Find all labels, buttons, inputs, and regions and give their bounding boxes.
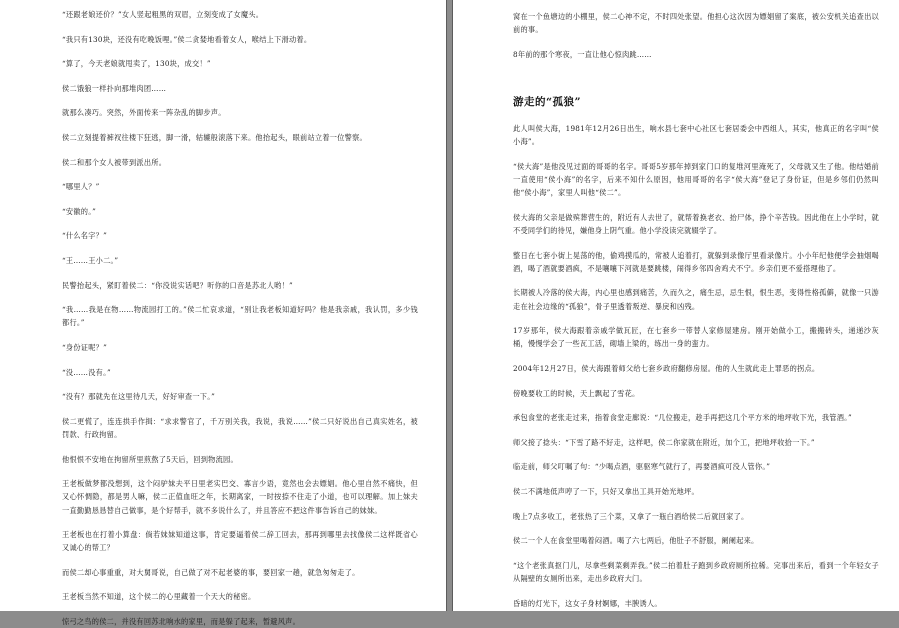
section-title: 游走的“孤狼” [513, 96, 582, 108]
left-paragraph: 王老板也在打着小算盘：倘若妹妹知道这事，肯定要逼着侯二辞工回去，那再到哪里去找像侯二这样既省心又诚心的帮工？ [62, 530, 418, 553]
left-paragraph: “我……我是在物……物流园打工的。”侯二忙哀求道，“别让我老板知道好吗？他是我亲戚，我认罚，多少钱都行。” [62, 305, 418, 328]
right-paragraph: 侯二一个人在食堂里喝着闷酒。喝了六七两后，他肚子不舒服，阑阑起来。 [513, 536, 759, 546]
left-paragraph: “我只有130块，还没有吃晚饭哩。”侯二贪婪地看着女人，喉结上下滑动着。 [62, 34, 312, 44]
left-paragraph: 侯二更慌了，连连拱手作揖：“求求警官了，千万别关我，我说，我说……”侯二只好说出自己真实姓名，被罚款、行政拘留。 [62, 416, 418, 439]
left-paragraph: 就那么凑巧。突然，外面传来一阵杂乱的脚步声。 [62, 108, 226, 118]
page-gutter-left [446, 0, 447, 611]
right-paragraph: 昏暗的灯光下，这女子身材婀娜，丰腴诱人。 [513, 598, 662, 608]
left-paragraph: “身份证呢？” [62, 342, 108, 352]
right-paragraph: 17岁那年，侯大海跟着亲戚学做瓦匠，在七套乡一带替人家修屋建房。刚开始做小工，搬搬砖头，递递沙灰桶，慢慢学会了一些瓦工活，砌墙上梁的，练出一身的蛮力。 [513, 326, 879, 349]
left-paragraph: “没有？那就先在这里待几天，好好审查一下。” [62, 392, 216, 402]
left-paragraph: “什么名字？” [62, 231, 108, 241]
left-paragraph: 侯二和那个女人被带到派出所。 [62, 157, 167, 167]
left-paragraph: 惊弓之鸟的侯二，并没有回苏北响水的家里，而是躲了起来，暂避风声。 [62, 617, 301, 627]
left-paragraph: “还跟老娘还价？”女人竖起粗黑的双眉，立刻变成了女魔头。 [62, 10, 264, 19]
left-page [0, 0, 446, 627]
right-paragraph: 2004年12月27日，侯大海跟着师父给七套乡政府翻修房屋。他的人生就此走上罪恶的拐点。 [513, 363, 820, 373]
right-paragraph: 整日在七套小街上晃荡的他，偷鸡摸瓜的，常被人追着打，就躲到录像厅里看录像片。小小年纪他便学会抽烟喝酒，喝了酒就要酒疯，不是嚷嚷下河就是要跳楼，闹得乡邻四舍鸡犬不宁。乡亲们更不爱搭理他了。 [513, 250, 879, 273]
right-paragraph: 临走前，师父叮嘱了句：“少喝点酒，驱驱寒气就行了，再要酒疯可没人管你。” [513, 462, 771, 472]
left-paragraph: 王老板做梦都没想到，这个闷驴妹夫平日里老实巴交、寡言少语，竟然也会去嫖娼。他心里自然不痛快，但又心怀惆隐，都是男人嘛，侯二正值血旺之年，长期离家，一时按捺不住走了小道，也可以理解。加上妹夫一直勤勤恳恳替自己做事，是个好帮手，就不多说什么了，并且答应不把这件事告诉自己的妹妹。 [62, 479, 418, 515]
left-paragraph: 侯二饿狼一样扑向那堆肉团…… [62, 83, 167, 93]
right-intro-paragraph: 窝在一个鱼塘边的小棚里，侯二心神不定，不时四处张望。他担心这次因为嫖娼留了案底，被公安机关追查出以前的事。 [513, 12, 879, 35]
right-paragraph: 长期被人冷落的侯大海，内心里也感到痛苦，久而久之，痛生忌，忌生恨，恨生恶，变得性格孤僻，就像一只游走在社会边缘的“孤狼”，骨子里透着叛逆、暴戾和凶残。 [513, 288, 879, 311]
left-paragraph: 侯二立刻提着裤衩往楼下狂逃，脚一滑，轱辘般滚落下来。他抬起头，眼前站立着一位警察。 [62, 132, 367, 142]
right-paragraph: 此人叫侯大海，1981年12月26日出生，响水县七套中心社区七套居委会中西组人，其实，他真正的名字叫“侯小海”。 [513, 124, 879, 147]
left-paragraph: 民警抬起头，紧盯着侯二：“你没说实话吧？听你的口音是苏北人哟！” [62, 280, 293, 290]
left-paragraph: “算了，今天老娘就甩卖了，130块，成交！” [62, 59, 211, 69]
right-paragraph: 侯大海的父亲是做殡葬营生的，附近有人去世了，就帮着换老衣、抬尸体，挣个辛苦钱。因此他在上小学时，就不受同学们的待见，嫌他身上阴气重。他小学没读完就辍学了。 [513, 212, 879, 235]
right-page [453, 0, 899, 611]
right-paragraph: 侯二不满地低声哼了一下，只好又拿出工具开始光地坪。 [513, 486, 699, 496]
left-paragraph: “安徽的。” [62, 206, 96, 216]
left-paragraph: “王……王小二。” [62, 255, 119, 265]
left-paragraph: 王老板当然不知道，这个侯二的心里藏着一个天大的秘密。 [62, 592, 256, 602]
right-paragraph: 师父接了捻头：“下雪了路不好走，这样吧，侯二你家就在附近，加个工，把地坪收拾一下。” [513, 437, 815, 447]
right-paragraph: 承包食堂的老张走过来，指着食堂走廊说：“几位搬走，趁手再把这几个平方米的地坪收下光，我管酒。” [513, 413, 852, 423]
left-paragraph: “没……没有。” [62, 367, 111, 377]
right-paragraph: “侯大海”是他没见过面的哥哥的名字。哥哥5岁那年掉到家门口的复堆河里淹死了，父母就又生了他。他结婚前一直使用“侯小海”的名字，后来不知什么原因，他用哥哥的名字“侯大海”登记了身份证，但是乡邻们仍然叫他“侯小海”，家里人叫他“侯二”。 [513, 161, 879, 198]
left-paragraph: 他恨恨不安地在拘留所里煎熬了5天后，回到物流园。 [62, 454, 238, 464]
left-paragraph: “哪里人？” [62, 182, 100, 192]
right-paragraph: 傍晚要收工的时候，天上飘起了雪花。 [513, 388, 640, 398]
right-paragraph: “这个老张真抠门儿，尽拿些剩菜剩弄我。”侯二拍着肚子跑到乡政府厕所拉稀。完事出来后，看到一个年轻女子从隔壁的女厕所出来，走出乡政府大门。 [513, 560, 879, 583]
right-paragraph: 晚上7点多收工，老张热了三个菜，又拿了一瓶白酒给侯二后就回家了。 [513, 511, 749, 521]
right-intro-paragraph: 8年前的那个寒夜，一直让他心惊肉跳…… [513, 49, 652, 59]
left-paragraph: 而侯二却心事重重，对大舅哥说，自己做了对不起老婆的事，要回家一趟，就急匆匆走了。 [62, 567, 360, 577]
